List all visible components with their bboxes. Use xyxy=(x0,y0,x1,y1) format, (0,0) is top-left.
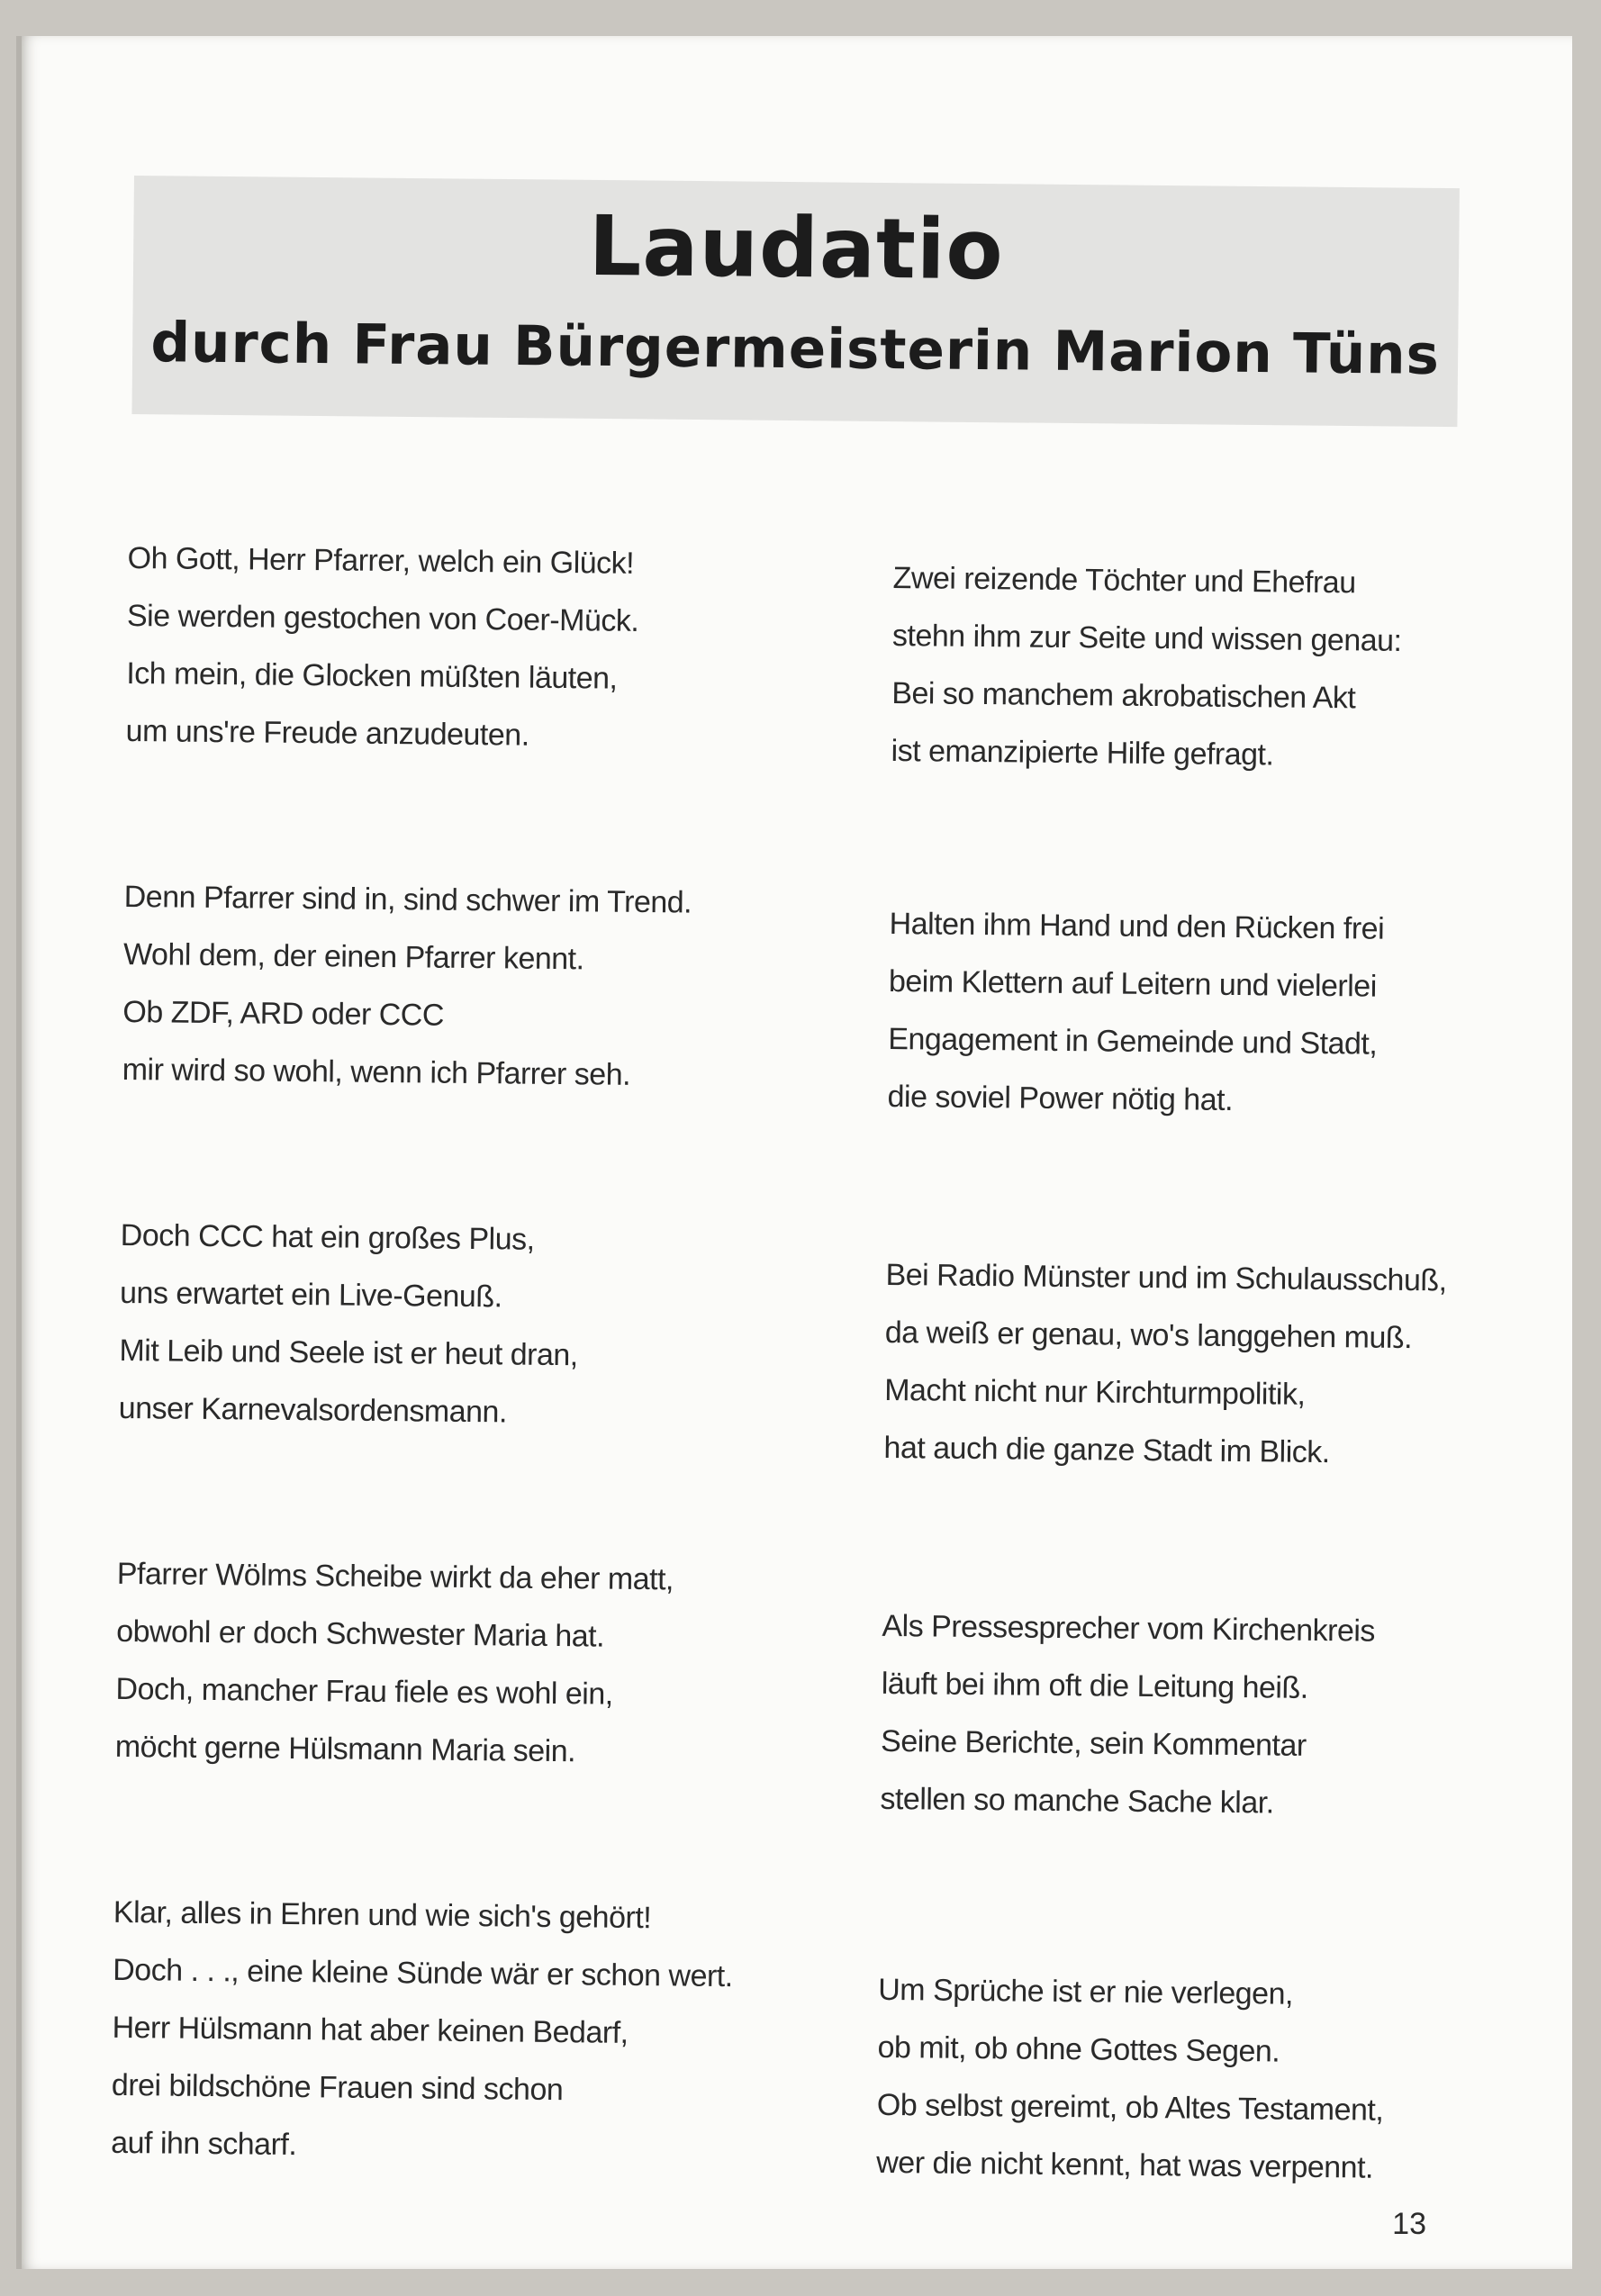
poem-line: Bei Radio Münster und im Schulausschuß, xyxy=(885,1257,1447,1298)
poem-line: Denn Pfarrer sind in, sind schwer im Trend. xyxy=(123,879,692,920)
page-title: Laudatio xyxy=(588,197,1005,299)
stanza xyxy=(880,1597,1375,1833)
poem-line: Macht nicht nur Kirchturmpolitik, xyxy=(884,1372,1306,1412)
poem-line: Um Sprüche ist er nie verlegen, xyxy=(878,1972,1294,2011)
poem-line: Seine Berichte, sein Kommentar xyxy=(880,1723,1307,1763)
poem-line: uns erwartet ein Live-Genuß. xyxy=(119,1275,502,1315)
poem-line: obwohl er doch Schwester Maria hat. xyxy=(115,1614,605,1654)
poem-line: um uns're Freude anzudeuten. xyxy=(125,713,529,753)
poem-line: Zwei reizende Töchter und Ehefrau xyxy=(892,560,1356,601)
stanza xyxy=(887,895,1384,1131)
poem-line: Ob selbst gereimt, ob Altes Testament, xyxy=(876,2087,1384,2128)
poem-line: Doch . . ., eine kleine Sünde wär er schon wert. xyxy=(113,1952,733,1994)
stanza xyxy=(122,868,692,1105)
poem-line: möcht gerne Hülsmann Maria sein. xyxy=(114,1729,576,1769)
left-poem-column xyxy=(111,529,776,2163)
poem-line: mir wird so wohl, wenn ich Pfarrer seh. xyxy=(122,1052,631,1092)
poem-line: Als Pressesprecher vom Kirchenkreis xyxy=(882,1608,1376,1649)
poem-line: Pfarrer Wölms Scheibe wirkt da eher matt, xyxy=(116,1556,674,1597)
poem-line: Wohl dem, der einen Pfarrer kennt. xyxy=(122,936,584,977)
poem-line: Ich mein, die Glocken müßten läuten, xyxy=(126,655,618,696)
poem-line: Doch CCC hat ein großes Plus, xyxy=(120,1217,535,1257)
poem-line: wer die nicht kennt, hat was verpennt. xyxy=(876,2145,1374,2185)
poem-line: Engagement in Gemeinde und Stadt, xyxy=(888,1021,1378,1062)
title-banner xyxy=(131,176,1459,427)
poem-line: stehn ihm zur Seite und wissen genau: xyxy=(891,618,1402,658)
poem-line: stellen so manche Sache klar. xyxy=(880,1781,1274,1821)
poem-line: hat auch die ganze Stadt im Blick. xyxy=(883,1430,1330,1470)
poem-line: läuft bei ihm oft die Leitung heiß. xyxy=(881,1666,1308,1705)
page-subtitle: durch Frau Bürgermeisterin Marion Tüns xyxy=(150,311,1441,387)
poem-line: Klar, alles in Ehren und wie sich's gehört! xyxy=(113,1894,652,1936)
stanza xyxy=(891,549,1402,785)
poem-line: Halten ihm Hand und den Rücken frei xyxy=(889,906,1385,946)
poem-line: drei bildschöne Frauen sind schon xyxy=(111,2067,564,2108)
document-page xyxy=(16,36,1572,2269)
poem-line: Mit Leib und Seele ist er heut dran, xyxy=(119,1333,578,1373)
poem-line: Oh Gott, Herr Pfarrer, welch ein Glück! xyxy=(127,540,635,581)
poem-line: Sie werden gestochen von Coer-Mück. xyxy=(126,598,639,638)
stanza xyxy=(876,1961,1385,2197)
stanza xyxy=(118,1207,579,1442)
poem-line: Bei so manchem akrobatischen Akt xyxy=(891,675,1356,716)
poem-line: Herr Hülsmann hat aber keinen Bedarf, xyxy=(112,2010,629,2050)
poem-line: beim Klettern auf Leitern und vielerlei xyxy=(888,963,1377,1004)
poem-line: Ob ZDF, ARD oder CCC xyxy=(122,994,445,1033)
poem-line: die soviel Power nötig hat. xyxy=(887,1079,1234,1117)
poem-line: auf ihn scharf. xyxy=(111,2125,297,2163)
stanza xyxy=(115,1545,674,1781)
poem-line: Doch, mancher Frau fiele es wohl ein, xyxy=(115,1671,613,1712)
poem-line: da weiß er genau, wo's langgehen muß. xyxy=(884,1315,1413,1356)
stanza xyxy=(883,1246,1447,1483)
stanza xyxy=(125,529,639,765)
poem-line: ist emanzipierte Hilfe gefragt. xyxy=(891,733,1274,773)
page-number: 13 xyxy=(1392,2207,1426,2241)
poem-line: ob mit, ob ohne Gottes Segen. xyxy=(877,2029,1280,2069)
right-poem-column xyxy=(876,549,1542,2185)
stanza xyxy=(111,1884,734,2178)
poem-line: unser Karnevalsordensmann. xyxy=(118,1390,508,1430)
